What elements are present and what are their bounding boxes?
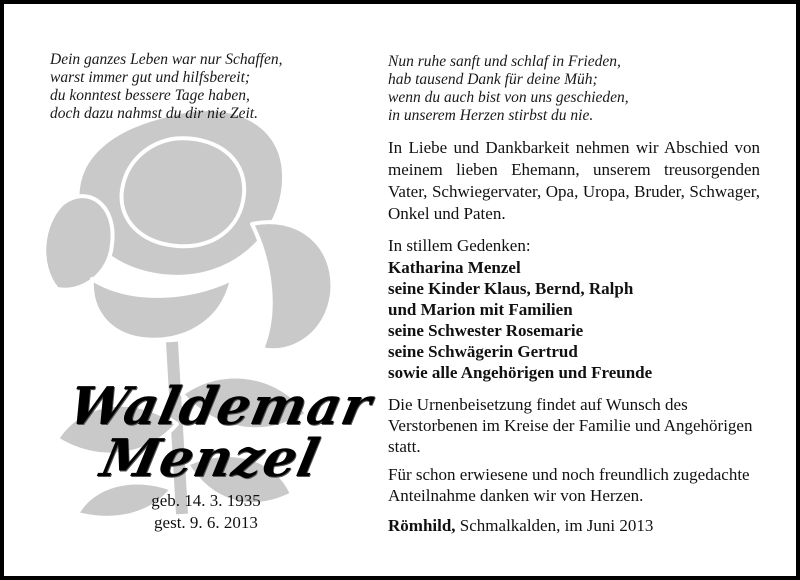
- life-dates: [116, 490, 296, 534]
- mourners-list: [388, 257, 760, 383]
- mourner-line: Katharina Menzel: [388, 258, 521, 277]
- birth-date: geb. 14. 3. 1935: [151, 491, 261, 510]
- farewell-text: In Liebe und Dankbarkeit nehmen wir Abschied von meinem lieben Ehemann, unserem treusorgenden Vater, Schwiegervater, Opa, Uropa, Bruder, Schwager, Onkel und Paten.: [388, 138, 760, 223]
- deceased-last-name: Menzel: [95, 428, 326, 489]
- remembrance-label: In stillem Gedenken:: [388, 236, 531, 255]
- mourner-line: und Marion mit Familien: [388, 300, 573, 319]
- thanks-notice: Für schon erwiesene und noch freundlich zugedachte Anteilnahme danken wir von Herzen.: [388, 465, 750, 505]
- mourner-line: sowie alle Angehörigen und Freunde: [388, 363, 653, 382]
- deceased-first-name: Waldemar: [63, 376, 378, 437]
- mourner-line: seine Schwägerin Gertrud: [388, 342, 578, 361]
- mourner-line: seine Kinder Klaus, Bernd, Ralph: [388, 279, 634, 298]
- death-date: gest. 9. 6. 2013: [154, 513, 258, 532]
- poem-left: Dein ganzes Leben war nur Schaffen, warst immer gut und hilfsbereit; du konntest bessere Tage haben, doch dazu nahmst du dir nie Zeit.: [50, 51, 283, 122]
- mourner-line: seine Schwester Rosemarie: [388, 321, 584, 340]
- burial-notice: Die Urnenbeisetzung findet auf Wunsch des Verstorbenen im Kreise der Familie und Angehörigen statt.: [388, 395, 753, 456]
- poem-right: Nun ruhe sanft und schlaf in Frieden, hab tausend Dank für deine Müh; wenn du auch bist von uns geschieden, in unserem Herzen stirbst du nie.: [388, 53, 629, 124]
- place-city: Römhild,: [388, 516, 456, 535]
- place-and-date: [388, 515, 760, 537]
- place-rest: Schmalkalden, im Juni 2013: [455, 516, 654, 535]
